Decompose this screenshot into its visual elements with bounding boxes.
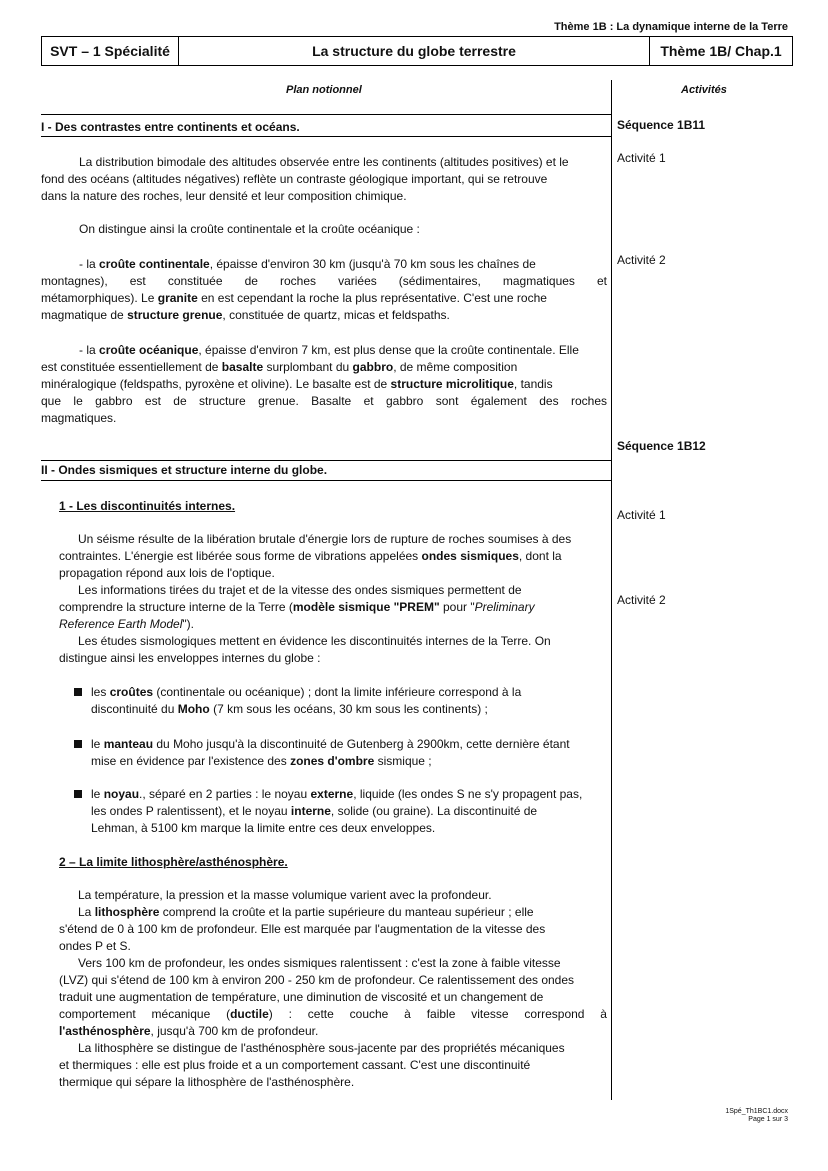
- paragraph: La distribution bimodale des altitudes observée entre les continents (altitudes positives) et le fond des océans (altitudes négatives) reflète un contraste géologique important, qui se retrouve dans la nature des roches, leur densité et leur composition chimique.: [41, 155, 569, 203]
- footer: [725, 1108, 788, 1124]
- divider: [41, 460, 611, 461]
- activity-label: Activité 1: [617, 151, 666, 165]
- activity-label: Activité 2: [617, 593, 666, 607]
- paragraph-seismes: Un séisme résulte de la libération brutale d'énergie lors de rupture de roches soumises à des contraintes. L'énergie est libérée sous forme de vibrations appelées ondes sismiques, dont la propagation répond aux lois de l'optique. Les informations tirées du trajet et de la vitesse des ondes sismiques permettent de comprendre la structure interne de la Terre (modèle sismique "PREM" pour "Preliminary Reference Earth Model"). Les études sismologiques mettent en évidence les discontinuités internes de la Terre. On distingue ainsi les enveloppes internes du globe :: [59, 532, 572, 665]
- subsection-2-title: 2 – La limite lithosphère/asthénosphère.: [59, 855, 288, 869]
- header-table: [41, 36, 793, 66]
- bullet-square-icon: [74, 790, 82, 798]
- sequence-1b12: Séquence 1B12: [617, 439, 706, 453]
- footer-filename: 1Spé_Th1BC1.docx: [725, 1108, 788, 1115]
- column-heading-activites: Activités: [681, 84, 727, 96]
- page-title: La structure du globe terrestre: [312, 43, 516, 59]
- paragraph-lithosphere: La température, la pression et la masse volumique varient avec la profondeur. La lithosphère comprend la croûte et la partie supérieure du manteau supérieur ; elle s'étend de 0 à 100 km de profondeur. Elle est marquée par l'augmentation de la vitesse des ondes P et S. Vers 100 km de profondeur, les ondes sismiques ralentissent : c'est la zone à faible vitesse (LVZ) qui s'étend de 100 km à environ 200 - 250 km de profondeur. Ce ralentissement des ondes traduit une augmentation de température, une diminution de viscosité et un changement de comportement mécanique (ductile) : cette couche à faible vitesse correspond à l'asthénosphère, jusqu'à 700 km de profondeur. La lithosphère se distingue de l'asthénosphère sous-jacente par des propriétés mécaniques et thermiques : elle est plus froide et a un comportement cassant. C'est une discontinuité thermique qui sépare la lithosphère de l'asthénosphère.: [59, 888, 607, 1089]
- list-item-croutes: les croûtes (continentale ou océanique) ; dont la limite inférieure correspond à la discontinuité du Moho (7 km sous les océans, 30 km sous les continents) ;: [91, 685, 522, 716]
- activity-label: Activité 1: [617, 508, 666, 522]
- bullet-square-icon: [74, 688, 82, 696]
- column-heading-plan: Plan notionnel: [286, 84, 362, 96]
- paragraph: On distingue ainsi la croûte continentale et la croûte océanique :: [79, 222, 420, 236]
- divider: [41, 136, 611, 137]
- chapter-label: Thème 1B/ Chap.1: [649, 37, 792, 65]
- list-item-noyau: le noyau., séparé en 2 parties : le noyau externe, liquide (les ondes S ne s'y propagent pas, les ondes P ralentissent), et le noyau interne, solide (ou graine). La discontinuité de Lehman, à 5100 km marque la limite entre ces deux enveloppes.: [91, 787, 583, 835]
- divider: [41, 114, 611, 115]
- list-item-manteau: le manteau du Moho jusqu'à la discontinuité de Gutenberg à 2900km, cette dernière étant mise en évidence par l'existence des zones d'ombre sismique ;: [91, 737, 570, 768]
- section-1-title: I - Des contrastes entre continents et océans.: [41, 120, 300, 134]
- column-divider: [611, 80, 612, 1100]
- paragraph-croute-continentale: - la croûte continentale, épaisse d'environ 30 km (jusqu'à 70 km sous les chaînes de montagnes), est constituée de roches variées (sédimentaires, magmatiques et métamorphiques). Le granite en est cependant la roche la plus représentative. C'est une roche magmatique de structure grenue, constituée de quartz, micas et feldspaths.: [41, 257, 607, 322]
- sequence-1b11: Séquence 1B11: [617, 118, 706, 132]
- footer-page-number: Page 1 sur 3: [748, 1116, 788, 1123]
- divider: [41, 480, 611, 481]
- theme-label: Thème 1B : La dynamique interne de la Terre: [554, 21, 788, 33]
- subsection-1-title: 1 - Les discontinuités internes.: [59, 499, 236, 513]
- bullet-square-icon: [74, 740, 82, 748]
- section-2-title: II - Ondes sismiques et structure interne du globe.: [41, 463, 328, 477]
- activity-label: Activité 2: [617, 253, 666, 267]
- course-label: SVT – 1 Spécialité: [42, 37, 179, 65]
- paragraph-croute-oceanique: - la croûte océanique, épaisse d'environ 7 km, est plus dense que la croûte continentale. Elle est constituée essentiellement de basalte surplombant du gabbro, de même composition minéralogique (feldspaths, pyroxène et olivine). Le basalte est de structure microlitique, tandis que le gabbro est de structure grenue. Basalte et gabbro sont également des roches magmatiques.: [41, 343, 607, 425]
